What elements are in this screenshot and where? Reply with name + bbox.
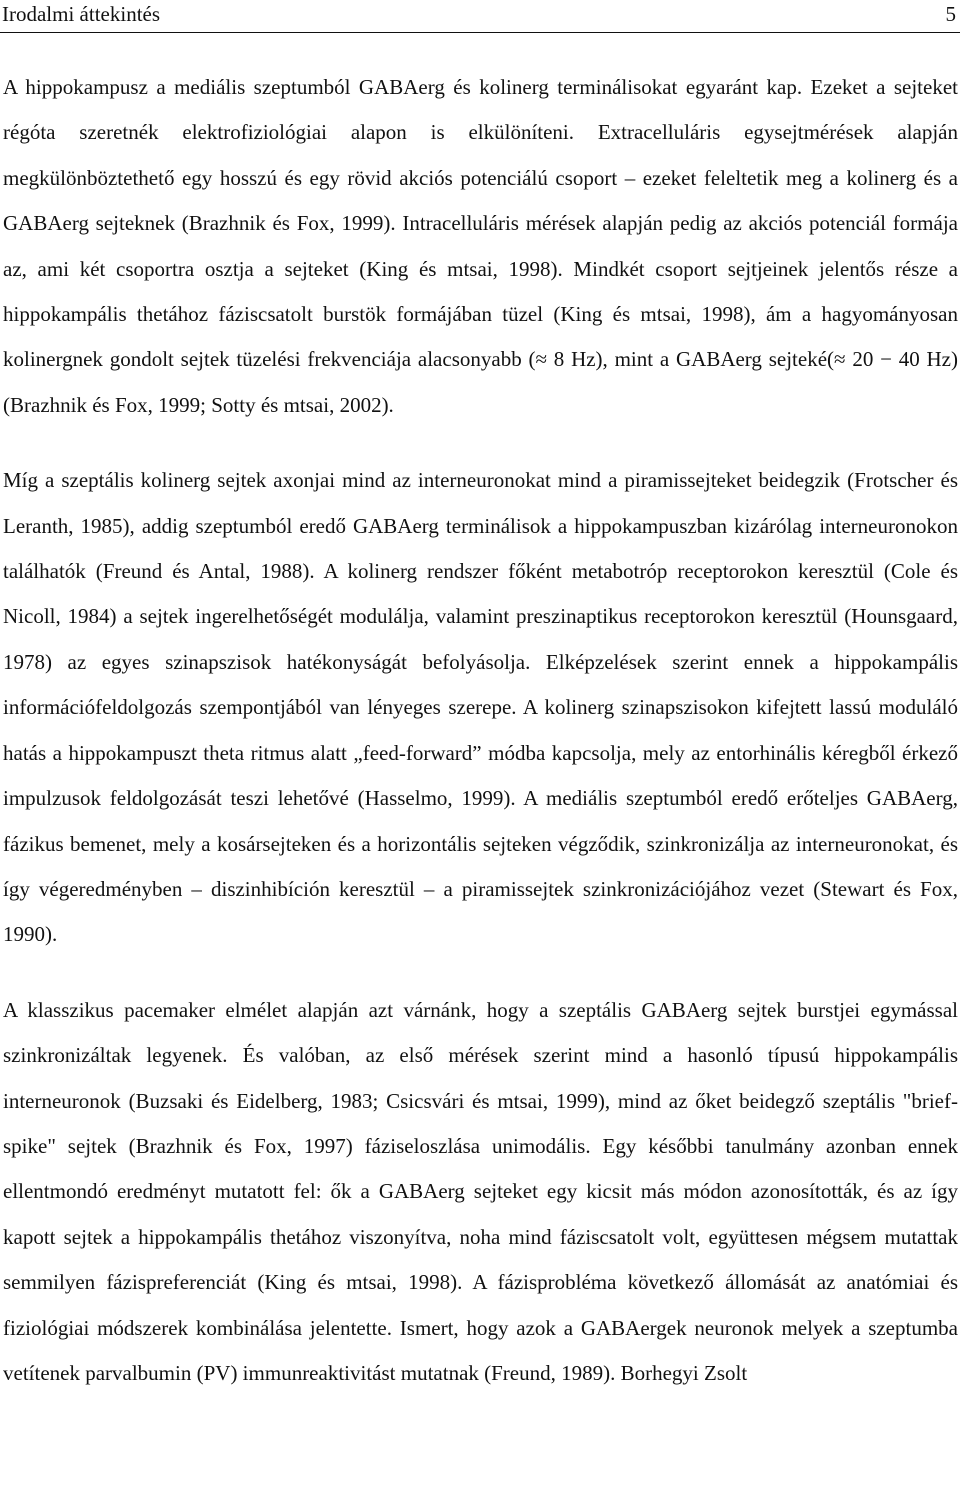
running-title: Irodalmi áttekintés	[2, 2, 161, 26]
paragraph-1: A hippokampusz a mediális szeptumból GABAerg és kolinerg terminálisokat egyaránt kap. Ezeket a sejteket régóta szeretnék elektrofiziológiai alapon is elkülöníteni. Extracelluláris egysejtmérések alapján megkülönböztethető egy hosszú és egy rövid akciós potenciálú csoport – ezeket feleltetik meg a kolinerg és a GABAerg sejteknek (Brazhnik és Fox, 1999). Intracelluláris mérések alapján pedig az akciós potenciál formája az, ami két csoportra osztja a sejteket (King és mtsai, 1998). Mindkét csoport sejtjeinek jelentős része a hippokampális thetához fáziscsatolt burstök formájában tüzel (King és mtsai, 1998), ám a hagyományosan kolinergnek gondolt sejtek tüzelési frekvenciája alacsonyabb (≈ 8 Hz), mint a GABAerg sejteké(≈ 20 − 40 Hz) (Brazhnik és Fox, 1999; Sotty és mtsai, 2002).	[3, 75, 958, 417]
header-rule	[0, 32, 960, 33]
body-text	[3, 65, 958, 1396]
paragraph-3: A klasszikus pacemaker elmélet alapján azt várnánk, hogy a szeptális GABAerg sejtek burstjei egymással szinkronizáltak legyenek. És valóban, az első mérések szerint mind a hasonló típusú hippokampális interneuronok (Buzsaki és Eidelberg, 1983; Csicsvári és mtsai, 1999), mind az őket beidegző szeptális "brief-spike" sejtek (Brazhnik és Fox, 1997) fáziseloszlása unimodális. Egy későbbi tanulmány azonban ennek ellentmondó eredményt mutatott fel: ők a GABAerg sejteket egy kicsit más módon azonosították, és az így kapott sejtek a hippokampális thetához viszonyítva, noha mind fáziscsatolt volt, együttesen mégsem mutattak semmilyen fázispreferenciát (King és mtsai, 1998). A fázisprobléma következő állomását az anatómiai és fiziológiai módszerek kombinálása jelentette. Ismert, hogy azok a GABAergek neuronok melyek a szeptumba vetítenek parvalbumin (PV) immunreaktivitást mutatnak (Freund, 1989). Borhegyi Zsolt	[3, 997, 958, 1385]
paragraph-2: Míg a szeptális kolinerg sejtek axonjai mind az interneuronokat mind a piramissejteket beidegzik (Frotscher és Leranth, 1985), addig szeptumból eredő GABAerg terminálisok a hippokampuszban kizárólag interneuronokon találhatók (Freund és Antal, 1988). A kolinerg rendszer főként metabotróp receptorokon keresztül (Cole és Nicoll, 1984) a sejtek ingerelhetőségét modulálja, valamint preszinaptikus receptorokon keresztül (Hounsgaard, 1978) az egyes szinapszisok hatékonyságát befolyásolja. Elképzelések szerint ennek a hippokampális információfeldolgozás szempontjából van lényeges szerepe. A kolinerg szinapszisokon kifejtett lassú moduláló hatás a hippokampuszt theta ritmus alatt „feed-forward” módba kapcsolja, mely az entorhinális kéregből érkező impulzusok feldolgozását teszi lehetővé (Hasselmo, 1999). A mediális szeptumból eredő erőteljes GABAerg, fázikus bemenet, mely a kosársejteken és a horizontális sejteken végződik, szinkronizálja az interneuronokat, és így végeredményben – diszinhibíción keresztül – a piramissejtek szinkronizációjához vezet (Stewart és Fox, 1990).	[3, 468, 958, 947]
page-number: 5	[945, 2, 956, 26]
page-header	[0, 0, 960, 33]
